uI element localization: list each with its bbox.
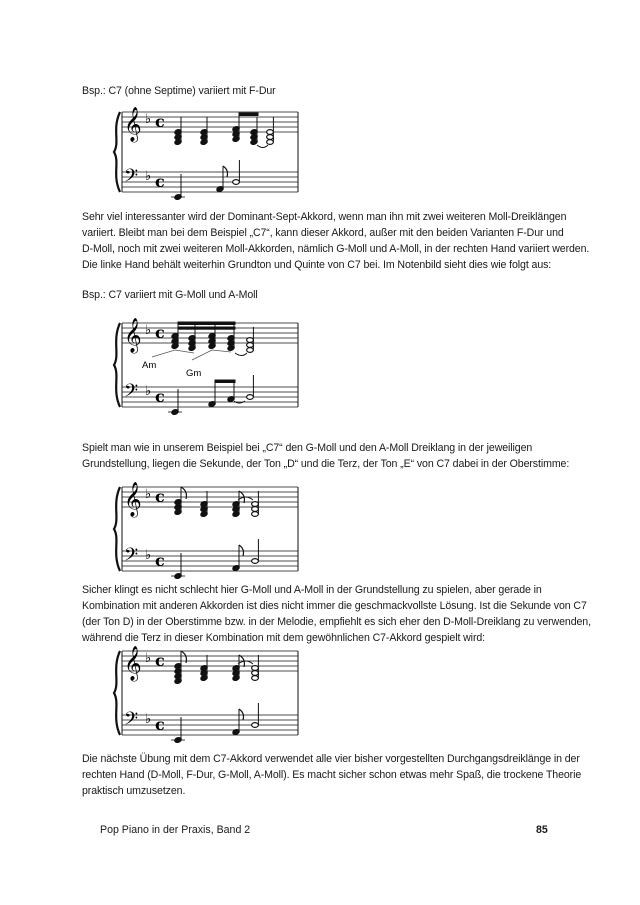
svg-text:𝄢: 𝄢 <box>124 381 139 406</box>
bass-clef: 𝄢 <box>124 166 139 191</box>
chord-label-gm: Gm <box>186 368 202 379</box>
svg-text:𝄞: 𝄞 <box>124 318 142 353</box>
svg-text:c: c <box>155 323 165 342</box>
svg-text:♭: ♭ <box>145 384 152 399</box>
example-caption-1: Bsp.: C7 (ohne Septime) variiert mit F-Dur <box>82 85 276 97</box>
svg-text:c: c <box>155 387 165 406</box>
time-signature: c <box>155 112 165 131</box>
svg-text:♭: ♭ <box>145 169 152 184</box>
svg-text:♭: ♭ <box>145 548 152 563</box>
footer-page-number: 85 <box>536 824 548 836</box>
svg-text:𝄞: 𝄞 <box>124 482 142 517</box>
paragraph-4: Die nächste Übung mit dem C7-Akkord verwendet alle vier bisher vorgestellten Durchgangsdreiklänge in der rechten Hand (D-Moll, F-Dur, G-Moll, A-Moll). Es macht sicher schon etwas mehr Spaß, die trockene Theorie praktisch umzusetzen. <box>82 753 582 797</box>
svg-text:♭: ♭ <box>145 651 152 666</box>
score-example-2 <box>112 315 302 415</box>
score-example-1 <box>112 104 302 200</box>
svg-text:c: c <box>155 715 165 734</box>
svg-text:♭: ♭ <box>145 487 152 502</box>
score-example-3 <box>112 479 302 579</box>
key-flat: ♭ <box>145 112 152 127</box>
system-brace <box>114 112 120 192</box>
score-example-4 <box>112 643 302 743</box>
treble-clef: 𝄞 <box>124 107 142 142</box>
bass-notes <box>171 160 239 200</box>
svg-text:𝄞: 𝄞 <box>124 646 142 681</box>
svg-text:c: c <box>155 172 165 191</box>
paragraph-3: Sicher klingt es nicht schlecht hier G-Moll und A-Moll in der Grundstellung zu spielen, aber gerade in Kombination mit anderen Akkorden ist dies nicht immer die geschmackvollste Lösung. Ist die Sekunde von C7 (der Ton D) in der Oberstimme bzw. in der Melodie, empfiehlt es sich eher den D-Moll-Dreiklang zu verwenden, während die Terz in dieser Kombination mit dem gewöhnlichen C7-Akkord gespielt wird: <box>82 584 591 644</box>
paragraph-2: Spielt man wie in unserem Beispiel bei „C7“ den G-Moll und den A-Moll Dreiklang in der jeweiligen Grundstellung, liegen die Sekunde, der Ton „D“ und die Terz, der Ton „E“ von C7 dabei in der Oberstimme: <box>82 442 570 470</box>
svg-text:c: c <box>155 651 165 670</box>
chord-label-am: Am <box>142 360 157 371</box>
svg-text:c: c <box>155 551 165 570</box>
treble-chords <box>174 113 273 148</box>
svg-text:c: c <box>155 487 165 506</box>
footer-book-title: Pop Piano in der Praxis, Band 2 <box>100 824 251 836</box>
svg-text:♭: ♭ <box>145 323 152 338</box>
example-caption-2: Bsp.: C7 variiert mit G-Moll und A-Moll <box>82 289 258 301</box>
svg-text:𝄢: 𝄢 <box>124 545 139 570</box>
paragraph-1: Sehr viel interessanter wird der Dominant-Sept-Akkord, wenn man ihn mit zwei weiteren Moll-Dreiklängen variiert. Bleibt man bei dem Beispiel „C7“, kann dieser Akkord, außer mit den beiden Varianten F-Dur und D-Moll, noch mit zwei weiteren Moll-Akkorden, nämlich G-Moll und A-Moll, in der rechten Hand variiert werden. Die linke Hand behält weiterhin Grundton und Quinte von C7 bei. Im Notenbild sieht dies wie folgt aus: <box>82 211 590 271</box>
svg-text:♭: ♭ <box>145 712 152 727</box>
svg-text:𝄢: 𝄢 <box>124 709 139 734</box>
